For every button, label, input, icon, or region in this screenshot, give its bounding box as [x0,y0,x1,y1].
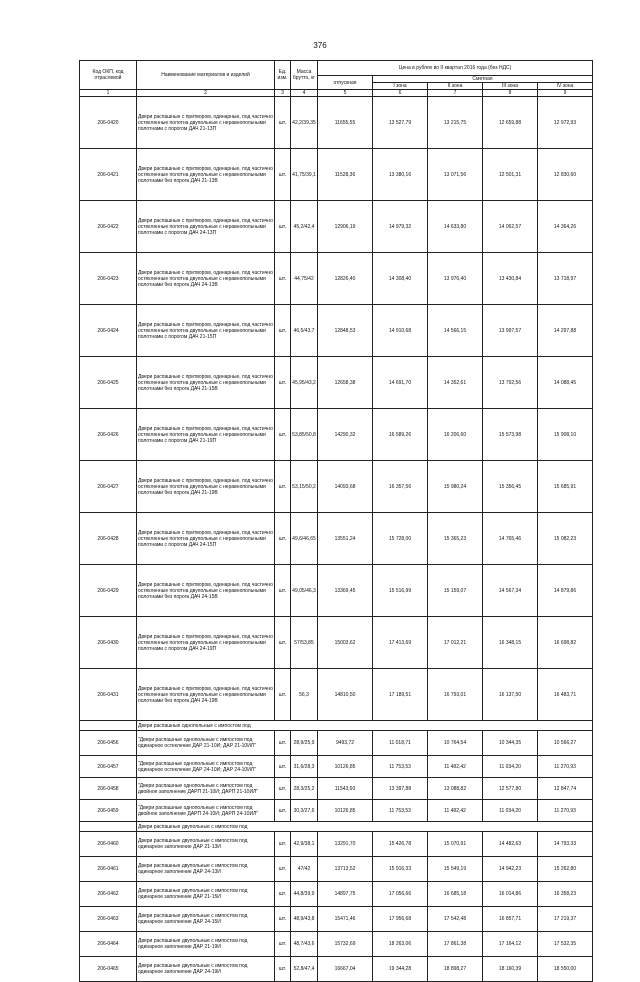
price-zone-2: 16 206,60 [428,409,483,461]
item-name: Двери распашные с притвором, одинарные, под частично остекленные полотна двупольные с неравнопольными полотнами без порога ДАЧ 24-19В [137,669,275,721]
item-name: "Двери распашные однопольные с импостом под одинарное остекление ДАР 24-10И; ДАР 24-10ИЛ" [137,756,275,778]
item-name: Двери распашные двупольные с импостом под одинарное заполнение ДАР 21-19И [137,932,275,957]
item-mass: 46,5/43,7 [291,305,318,357]
item-unit: шт. [275,778,291,800]
header-estimate: Сметная [373,76,593,83]
item-mass: 42,9/38,1 [291,832,318,857]
table-row [80,617,593,669]
table-row [80,882,593,907]
header-price: Цена в рублях во II квартал 2016 года (без НДС) [318,61,593,76]
price-release: 11543,60 [318,778,373,800]
price-zone-1: 11 753,53 [373,800,428,822]
table-row [80,800,593,822]
price-zone-3: 16 137,50 [483,669,538,721]
section-title: Двери распашные двупольные с импостом под [137,822,593,832]
item-unit: шт. [275,97,291,149]
item-unit: шт. [275,305,291,357]
table-row [80,756,593,778]
price-zone-2: 15 159,07 [428,565,483,617]
price-release: 13713,52 [318,857,373,882]
header-unit: Ед. изм. [275,61,291,90]
price-zone-2: 18 898,27 [428,957,483,982]
price-zone-1: 18 263,06 [373,932,428,957]
page-number: 376 [313,41,327,50]
price-zone-2: 15 365,23 [428,513,483,565]
price-zone-2: 13 215,75 [428,97,483,149]
item-name: Двери распашные с притвором, одинарные, под частично остекленные полотна двупольные с неравнопольными полотнами с порогом ДАЧ 24-15П [137,513,275,565]
price-release: 12658,38 [318,357,373,409]
item-code: 206-0462 [80,882,137,907]
item-name: Двери распашные с притвором, одинарные, под частично остекленные полотна двупольные с неравнопольными полотнами без порога ДАЧ 21-19В [137,461,275,513]
header-zone-2: II зона [428,83,483,90]
price-release: 12906,19 [318,201,373,253]
column-number: 2 [137,90,275,97]
table-row [80,201,593,253]
price-zone-4: 16 698,82 [538,617,593,669]
price-zone-4: 12 830,60 [538,149,593,201]
price-zone-1: 19 344,28 [373,957,428,982]
price-zone-3: 14 765,46 [483,513,538,565]
price-zone-1: 13 397,88 [373,778,428,800]
item-code: 206-0424 [80,305,137,357]
price-zone-1: 11 753,53 [373,756,428,778]
item-unit: шт. [275,832,291,857]
price-zone-1: 17 189,51 [373,669,428,721]
item-code: 206-0457 [80,756,137,778]
item-code: 206-0423 [80,253,137,305]
price-zone-4: 14 364,26 [538,201,593,253]
header-name: Наименование материалов и изделий [137,61,275,90]
table-row [80,461,593,513]
price-zone-1: 14 691,70 [373,357,428,409]
item-name: Двери распашные с притвором, одинарные, под частично остекленные полотна двупольные с неравнопольными полотнами без порога ДАЧ 21-15В [137,357,275,409]
price-zone-4: 15 262,80 [538,857,593,882]
price-zone-4: 15 908,10 [538,409,593,461]
price-zone-4: 14 879,86 [538,565,593,617]
price-zone-3: 14 482,63 [483,832,538,857]
price-zone-1: 15 916,33 [373,857,428,882]
header-release: отпускная [318,76,373,90]
price-zone-3: 13 792,56 [483,357,538,409]
item-code: 206-0427 [80,461,137,513]
item-mass: 28,9/25,9 [291,731,318,756]
header-mass: Масса брутто, кг [291,61,318,90]
item-code: 206-0465 [80,957,137,982]
item-unit: шт. [275,669,291,721]
item-name: Двери распашные с притвором, одинарные, под частично остекленные полотна двупольные с неравнопольными полотнами без порога ДАЧ 24-13В [137,253,275,305]
item-code: 206-0460 [80,832,137,857]
price-zone-2: 14 352,61 [428,357,483,409]
item-unit: шт. [275,882,291,907]
price-zone-4: 13 718,97 [538,253,593,305]
price-zone-3: 12 659,88 [483,97,538,149]
item-mass: 41,75/39,1 [291,149,318,201]
item-unit: шт. [275,461,291,513]
header-zone-3: III зона [483,83,538,90]
price-zone-3: 12 501,31 [483,149,538,201]
item-code: 206-0425 [80,357,137,409]
price-release: 15732,69 [318,932,373,957]
price-zone-3: 15 356,45 [483,461,538,513]
price-zone-3: 16 348,15 [483,617,538,669]
item-unit: шт. [275,513,291,565]
price-release: 13551,24 [318,513,373,565]
price-zone-1: 16 589,26 [373,409,428,461]
price-zone-3: 10 344,35 [483,731,538,756]
item-unit: шт. [275,907,291,932]
item-code: 206-0456 [80,731,137,756]
price-zone-3: 14 062,57 [483,201,538,253]
item-mass: 31,6/28,3 [291,756,318,778]
price-zone-4: 16 483,71 [538,669,593,721]
item-name: Двери распашные с притвором, одинарные, под частично остекленные полотна двупольные с неравнопольными полотнами с порогом ДАЧ 21-13П [137,97,275,149]
price-zone-2: 16 793,01 [428,669,483,721]
section-title: Двери распашные однопольные с импостом под [137,721,593,731]
price-zone-3: 16 857,71 [483,907,538,932]
price-zone-4: 17 532,35 [538,932,593,957]
price-zone-4: 14 297,88 [538,305,593,357]
price-zone-3: 18 160,39 [483,957,538,982]
price-zone-4: 10 566,27 [538,731,593,756]
item-name: Двери распашные с притвором, одинарные, под частично остекленные полотна двупольные с неравнопольными полотнами с порогом ДАЧ 21-15П [137,305,275,357]
item-name: Двери распашные с притвором, одинарные, под частично остекленные полотна двупольные с неравнопольными полотнами с порогом ДАЧ 24-19П [137,617,275,669]
price-zone-4: 17 219,37 [538,907,593,932]
price-zone-1: 13 380,16 [373,149,428,201]
price-zone-3: 13 430,84 [483,253,538,305]
item-code: 206-0429 [80,565,137,617]
item-mass: 47/42 [291,857,318,882]
item-code: 206-0421 [80,149,137,201]
item-code: 206-0426 [80,409,137,461]
price-zone-3: 16 014,86 [483,882,538,907]
price-zone-1: 17 956,68 [373,907,428,932]
table-row [80,832,593,857]
item-mass: 52,8/47,4 [291,957,318,982]
item-code: 206-0431 [80,669,137,721]
price-zone-2: 14 633,80 [428,201,483,253]
item-code: 206-0464 [80,932,137,957]
item-name: Двери распашные двупольные с импостом под одинарное заполнение ДАР 24-19И [137,957,275,982]
item-name: Двери распашные с притвором, одинарные, под частично остекленные полотна двупольные с неравнопольными полотнами без порога ДАЧ 24-15В [137,565,275,617]
price-zone-3: 13 997,57 [483,305,538,357]
item-mass: 53,15/50,2 [291,461,318,513]
price-zone-1: 15 516,99 [373,565,428,617]
price-zone-4: 18 550,00 [538,957,593,982]
column-number: 9 [538,90,593,97]
price-zone-2: 10 764,54 [428,731,483,756]
column-number: 5 [318,90,373,97]
item-name: Двери распашные с притвором, одинарные, под частично остекленные полотна двупольные с неравнопольными полотнами с порогом ДАЧ 21-19П [137,409,275,461]
price-release: 12848,53 [318,305,373,357]
table-row [80,565,593,617]
price-zone-1: 14 910,68 [373,305,428,357]
item-mass: 57/53,85 [291,617,318,669]
price-zone-4: 12 847,74 [538,778,593,800]
price-zone-2: 11 482,42 [428,756,483,778]
item-mass: 45,2/42,4 [291,201,318,253]
price-zone-1: 15 426,78 [373,832,428,857]
table-row [80,857,593,882]
item-name: "Двери распашные однопольные с импостом под одинарное остекление ДАР 21-10И; ДАР 21-10ИЛ" [137,731,275,756]
price-zone-1: 16 357,56 [373,461,428,513]
item-mass: 44,75/42 [291,253,318,305]
item-code: 206-0463 [80,907,137,932]
price-release: 12826,40 [318,253,373,305]
price-release: 10126,85 [318,800,373,822]
item-unit: шт. [275,731,291,756]
price-zone-2: 13 071,56 [428,149,483,201]
table-row [80,305,593,357]
empty-cell [80,822,137,832]
price-release: 14897,75 [318,882,373,907]
item-mass: 28,3/25,2 [291,778,318,800]
price-release: 9493,72 [318,731,373,756]
price-zone-2: 17 542,48 [428,907,483,932]
item-mass: 44,8/39,9 [291,882,318,907]
price-zone-2: 15 980,24 [428,461,483,513]
price-zone-4: 12 972,93 [538,97,593,149]
section-row [80,822,593,832]
item-unit: шт. [275,149,291,201]
item-unit: шт. [275,409,291,461]
price-zone-3: 14 942,23 [483,857,538,882]
item-mass: 48,9/43,8 [291,907,318,932]
price-zone-1: 17 413,69 [373,617,428,669]
table-row [80,357,593,409]
item-name: Двери распашные с притвором, одинарные, под частично остекленные полотна двупольные с неравнопольными полотнами без порога ДАЧ 21-13В [137,149,275,201]
price-zone-4: 14 088,45 [538,357,593,409]
price-zone-4: 14 793,33 [538,832,593,857]
price-zone-3: 17 164,12 [483,932,538,957]
item-name: "Двери распашные однопольные с импостом под двойное заполнение ДАРП 21-10И; ДАРП 21-10ИЛ" [137,778,275,800]
table-row [80,149,593,201]
price-zone-2: 14 566,15 [428,305,483,357]
price-zone-1: 14 308,40 [373,253,428,305]
empty-cell [80,721,137,731]
table-row [80,513,593,565]
price-release: 16667,04 [318,957,373,982]
item-unit: шт. [275,201,291,253]
table-row [80,778,593,800]
item-unit: шт. [275,565,291,617]
item-unit: шт. [275,357,291,409]
item-unit: шт. [275,857,291,882]
item-code: 206-0458 [80,778,137,800]
price-release: 14810,50 [318,669,373,721]
column-number: 8 [483,90,538,97]
price-zone-4: 16 358,23 [538,882,593,907]
price-release: 11655,55 [318,97,373,149]
header-zone-1: I зона [373,83,428,90]
item-mass: 48,7/43,6 [291,932,318,957]
column-number: 6 [373,90,428,97]
item-mass: 49,05/46,3 [291,565,318,617]
table-row [80,97,593,149]
item-code: 206-0422 [80,201,137,253]
column-number: 3 [275,90,291,97]
price-zone-4: 11 270,93 [538,800,593,822]
price-zone-3: 15 573,98 [483,409,538,461]
item-code: 206-0430 [80,617,137,669]
column-number-row [80,90,593,97]
table-header [80,61,593,97]
item-unit: шт. [275,932,291,957]
item-name: Двери распашные с притвором, одинарные, под частично остекленные полотна двупольные с неравнопольными полотнами с порогом ДАЧ 24-13П [137,201,275,253]
price-zone-4: 15 082,23 [538,513,593,565]
price-zone-3: 14 567,34 [483,565,538,617]
header-zone-4: IV зона [538,83,593,90]
item-code: 206-0459 [80,800,137,822]
item-mass: 45,95/43,2 [291,357,318,409]
price-release: 13291,70 [318,832,373,857]
item-name: Двери распашные двупольные с импостом под одинарное заполнение ДАР 21-15И [137,882,275,907]
item-mass: 56,3 [291,669,318,721]
price-zone-2: 16 685,18 [428,882,483,907]
price-zone-3: 12 577,80 [483,778,538,800]
table-row [80,669,593,721]
item-name: Двери распашные двупольные с импостом под одинарное заполнение ДАР 24-13И [137,857,275,882]
price-zone-2: 17 012,21 [428,617,483,669]
item-name: Двери распашные двупольные с импостом под одинарное заполнение ДАР 21-13И [137,832,275,857]
price-zone-1: 13 527,79 [373,97,428,149]
item-unit: шт. [275,617,291,669]
table-row [80,932,593,957]
item-mass: 53,85/50,8 [291,409,318,461]
item-code: 206-0428 [80,513,137,565]
price-zone-2: 11 482,42 [428,800,483,822]
table-row [80,957,593,982]
item-code: 206-0461 [80,857,137,882]
price-zone-3: 11 034,20 [483,800,538,822]
column-number: 4 [291,90,318,97]
item-unit: шт. [275,253,291,305]
item-name: "Двери распашные однопольные с импостом под двойное заполнение ДАРП 24-10И; ДАРП 24-10ИЛ" [137,800,275,822]
table-row [80,253,593,305]
item-unit: шт. [275,957,291,982]
column-number: 1 [80,90,137,97]
price-zone-4: 11 270,93 [538,756,593,778]
item-name: Двери распашные двупольные с импостом под одинарное заполнение ДАР 24-15И [137,907,275,932]
item-mass: 30,3/27,6 [291,800,318,822]
table-row [80,731,593,756]
price-zone-4: 15 685,91 [538,461,593,513]
price-zone-2: 13 976,40 [428,253,483,305]
price-zone-2: 15 070,91 [428,832,483,857]
section-row [80,721,593,731]
price-zone-2: 17 861,38 [428,932,483,957]
price-zone-1: 15 728,00 [373,513,428,565]
table-body [80,97,593,982]
price-zone-1: 17 056,66 [373,882,428,907]
price-zone-1: 11 018,71 [373,731,428,756]
price-release: 11528,36 [318,149,373,201]
price-table [79,60,593,982]
table-row [80,409,593,461]
price-release: 10126,85 [318,756,373,778]
price-release: 15471,46 [318,907,373,932]
item-unit: шт. [275,800,291,822]
item-unit: шт. [275,756,291,778]
price-release: 15003,62 [318,617,373,669]
item-mass: 42,2/39,35 [291,97,318,149]
price-zone-3: 11 034,20 [483,756,538,778]
price-zone-1: 14 979,32 [373,201,428,253]
price-release: 14093,68 [318,461,373,513]
column-number: 7 [428,90,483,97]
item-code: 206-0420 [80,97,137,149]
price-release: 14290,32 [318,409,373,461]
header-code: Код ОКП, код отраслевой [80,61,137,90]
item-mass: 49,6/46,65 [291,513,318,565]
price-zone-2: 15 549,19 [428,857,483,882]
price-zone-2: 13 088,82 [428,778,483,800]
price-release: 13369,45 [318,565,373,617]
table-row [80,907,593,932]
